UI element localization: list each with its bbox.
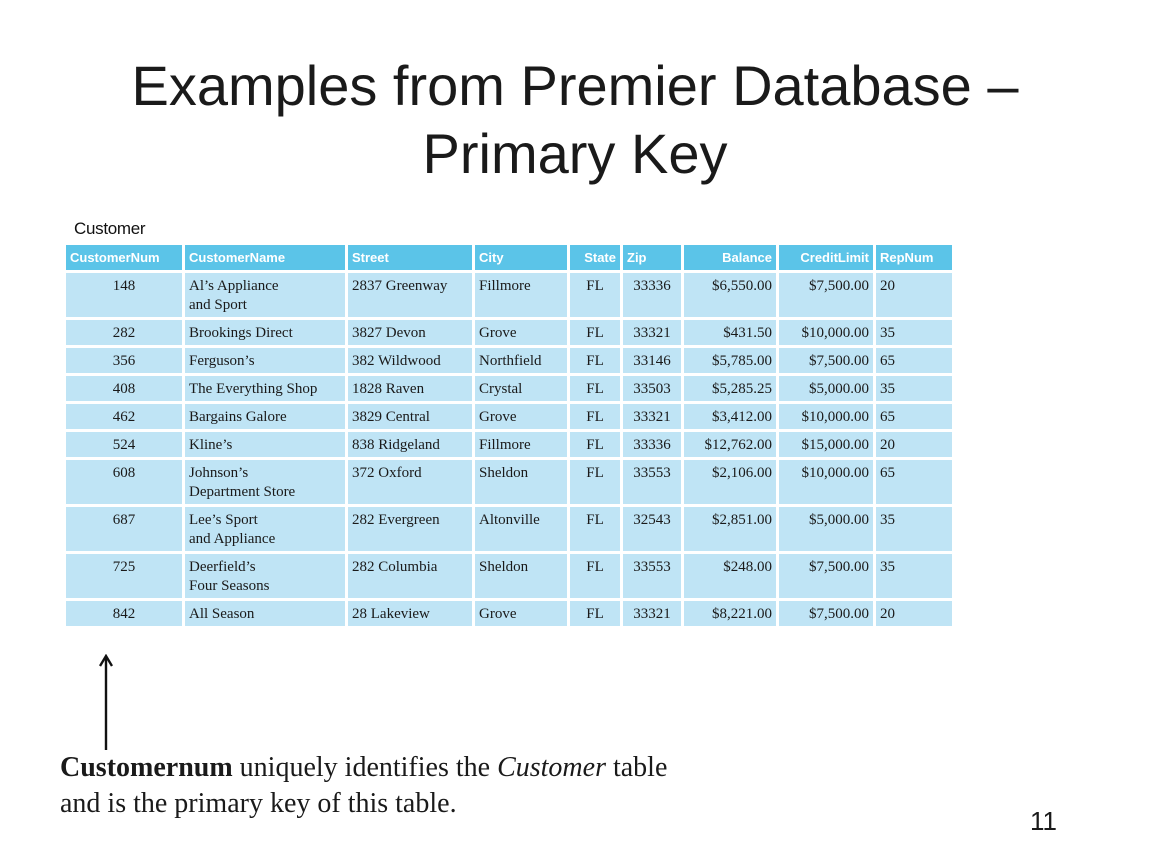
table-caption: Customer bbox=[74, 219, 146, 238]
cell-zip: 33336 bbox=[623, 432, 681, 460]
customer-name-line-2: and Sport bbox=[189, 297, 247, 313]
customer-name-line-1: Brookings Direct bbox=[189, 325, 293, 341]
cell-zip: 33321 bbox=[623, 404, 681, 432]
cell-city: Grove bbox=[475, 601, 567, 629]
table-row bbox=[66, 348, 952, 376]
customer-name-line-2: Four Seasons bbox=[189, 578, 270, 594]
table-body bbox=[66, 273, 952, 629]
cell-credit-limit: $10,000.00 bbox=[779, 460, 873, 507]
customer-name-line-1: Kline’s bbox=[189, 437, 233, 453]
customer-name-line-1: Johnson’s bbox=[189, 465, 249, 481]
cell-state: FL bbox=[570, 432, 620, 460]
cell-customer-name bbox=[185, 460, 345, 507]
cell-rep-num: 35 bbox=[876, 507, 952, 554]
column-header: Street bbox=[348, 245, 472, 273]
cell-credit-limit: $7,500.00 bbox=[779, 601, 873, 629]
column-header: Balance bbox=[684, 245, 776, 273]
cell-rep-num: 65 bbox=[876, 460, 952, 507]
cell-city: Fillmore bbox=[475, 432, 567, 460]
cell-balance: $5,785.00 bbox=[684, 348, 776, 376]
cell-balance: $2,851.00 bbox=[684, 507, 776, 554]
column-header: RepNum bbox=[876, 245, 952, 273]
cell-street: 282 Evergreen bbox=[348, 507, 472, 554]
cell-state: FL bbox=[570, 507, 620, 554]
customer-name-line-1: Lee’s Sport bbox=[189, 512, 258, 528]
cell-street: 28 Lakeview bbox=[348, 601, 472, 629]
cell-state: FL bbox=[570, 320, 620, 348]
customer-name-line-1: Ferguson’s bbox=[189, 353, 255, 369]
cell-state: FL bbox=[570, 601, 620, 629]
cell-city: Grove bbox=[475, 404, 567, 432]
cell-customer-num: 608 bbox=[66, 460, 182, 507]
cell-customer-name bbox=[185, 404, 345, 432]
annotation-line-2: and is the primary key of this table. bbox=[60, 788, 457, 819]
table-header-row bbox=[66, 245, 952, 273]
column-header: CreditLimit bbox=[779, 245, 873, 273]
table-row bbox=[66, 273, 952, 320]
cell-balance: $431.50 bbox=[684, 320, 776, 348]
cell-credit-limit: $7,500.00 bbox=[779, 554, 873, 601]
slide-title-line-1: Examples from Premier Database – bbox=[131, 54, 1019, 117]
annotation-text-2: table bbox=[605, 752, 668, 783]
column-header: CustomerNum bbox=[66, 245, 182, 273]
cell-customer-name bbox=[185, 273, 345, 320]
customer-name-line-1: All Season bbox=[189, 606, 255, 622]
cell-city: Grove bbox=[475, 320, 567, 348]
cell-street: 1828 Raven bbox=[348, 376, 472, 404]
cell-rep-num: 35 bbox=[876, 376, 952, 404]
cell-customer-name bbox=[185, 554, 345, 601]
page-number: 11 bbox=[1030, 806, 1057, 836]
up-arrow-icon bbox=[99, 654, 113, 750]
cell-balance: $248.00 bbox=[684, 554, 776, 601]
cell-rep-num: 35 bbox=[876, 320, 952, 348]
cell-customer-name bbox=[185, 507, 345, 554]
customer-name-line-1: The Everything Shop bbox=[189, 381, 318, 397]
table-row bbox=[66, 554, 952, 601]
cell-customer-num: 687 bbox=[66, 507, 182, 554]
cell-credit-limit: $7,500.00 bbox=[779, 273, 873, 320]
cell-street: 3829 Central bbox=[348, 404, 472, 432]
cell-city: Altonville bbox=[475, 507, 567, 554]
cell-customer-name bbox=[185, 348, 345, 376]
cell-credit-limit: $5,000.00 bbox=[779, 507, 873, 554]
cell-balance: $6,550.00 bbox=[684, 273, 776, 320]
cell-zip: 33336 bbox=[623, 273, 681, 320]
cell-city: Sheldon bbox=[475, 554, 567, 601]
cell-customer-num: 148 bbox=[66, 273, 182, 320]
cell-zip: 33503 bbox=[623, 376, 681, 404]
cell-customer-num: 524 bbox=[66, 432, 182, 460]
cell-balance: $2,106.00 bbox=[684, 460, 776, 507]
cell-rep-num: 20 bbox=[876, 273, 952, 320]
cell-state: FL bbox=[570, 348, 620, 376]
cell-rep-num: 35 bbox=[876, 554, 952, 601]
cell-zip: 33146 bbox=[623, 348, 681, 376]
cell-zip: 33321 bbox=[623, 320, 681, 348]
slide-title bbox=[0, 52, 1150, 188]
customer-name-line-1: Al’s Appliance bbox=[189, 278, 279, 294]
cell-balance: $3,412.00 bbox=[684, 404, 776, 432]
cell-state: FL bbox=[570, 460, 620, 507]
table-row bbox=[66, 507, 952, 554]
customer-name-line-1: Deerfield’s bbox=[189, 559, 256, 575]
customer-table bbox=[63, 245, 955, 629]
column-header: CustomerName bbox=[185, 245, 345, 273]
cell-credit-limit: $5,000.00 bbox=[779, 376, 873, 404]
cell-customer-name bbox=[185, 320, 345, 348]
slide-title-line-2: Primary Key bbox=[422, 122, 728, 185]
column-header: State bbox=[570, 245, 620, 273]
table-row bbox=[66, 601, 952, 629]
cell-city: Crystal bbox=[475, 376, 567, 404]
cell-credit-limit: $15,000.00 bbox=[779, 432, 873, 460]
cell-customer-name bbox=[185, 376, 345, 404]
cell-credit-limit: $10,000.00 bbox=[779, 404, 873, 432]
annotation-bold: Customernum bbox=[60, 752, 233, 783]
annotation-text-1: uniquely identifies the bbox=[232, 752, 498, 783]
column-header: Zip bbox=[623, 245, 681, 273]
cell-city: Fillmore bbox=[475, 273, 567, 320]
cell-customer-num: 356 bbox=[66, 348, 182, 376]
column-header: City bbox=[475, 245, 567, 273]
cell-zip: 33553 bbox=[623, 460, 681, 507]
cell-street: 372 Oxford bbox=[348, 460, 472, 507]
table-row bbox=[66, 376, 952, 404]
customer-name-line-1: Bargains Galore bbox=[189, 409, 287, 425]
cell-customer-num: 462 bbox=[66, 404, 182, 432]
cell-balance: $5,285.25 bbox=[684, 376, 776, 404]
cell-rep-num: 20 bbox=[876, 432, 952, 460]
cell-zip: 33321 bbox=[623, 601, 681, 629]
cell-zip: 32543 bbox=[623, 507, 681, 554]
cell-street: 838 Ridgeland bbox=[348, 432, 472, 460]
table-row bbox=[66, 432, 952, 460]
cell-city: Northfield bbox=[475, 348, 567, 376]
cell-rep-num: 65 bbox=[876, 348, 952, 376]
table-row bbox=[66, 404, 952, 432]
cell-customer-num: 725 bbox=[66, 554, 182, 601]
cell-state: FL bbox=[570, 376, 620, 404]
cell-balance: $8,221.00 bbox=[684, 601, 776, 629]
cell-customer-num: 282 bbox=[66, 320, 182, 348]
cell-credit-limit: $7,500.00 bbox=[779, 348, 873, 376]
cell-rep-num: 65 bbox=[876, 404, 952, 432]
customer-name-line-2: and Appliance bbox=[189, 531, 276, 547]
table-row bbox=[66, 320, 952, 348]
cell-customer-name bbox=[185, 601, 345, 629]
cell-street: 3827 Devon bbox=[348, 320, 472, 348]
cell-balance: $12,762.00 bbox=[684, 432, 776, 460]
cell-city: Sheldon bbox=[475, 460, 567, 507]
cell-customer-num: 408 bbox=[66, 376, 182, 404]
cell-rep-num: 20 bbox=[876, 601, 952, 629]
cell-state: FL bbox=[570, 404, 620, 432]
cell-state: FL bbox=[570, 554, 620, 601]
cell-customer-num: 842 bbox=[66, 601, 182, 629]
cell-street: 382 Wildwood bbox=[348, 348, 472, 376]
cell-street: 282 Columbia bbox=[348, 554, 472, 601]
cell-street: 2837 Greenway bbox=[348, 273, 472, 320]
annotation-text bbox=[60, 750, 780, 822]
cell-zip: 33553 bbox=[623, 554, 681, 601]
table-row bbox=[66, 460, 952, 507]
cell-credit-limit: $10,000.00 bbox=[779, 320, 873, 348]
annotation-italic: Customer bbox=[497, 752, 606, 783]
customer-name-line-2: Department Store bbox=[189, 484, 296, 500]
cell-state: FL bbox=[570, 273, 620, 320]
cell-customer-name bbox=[185, 432, 345, 460]
